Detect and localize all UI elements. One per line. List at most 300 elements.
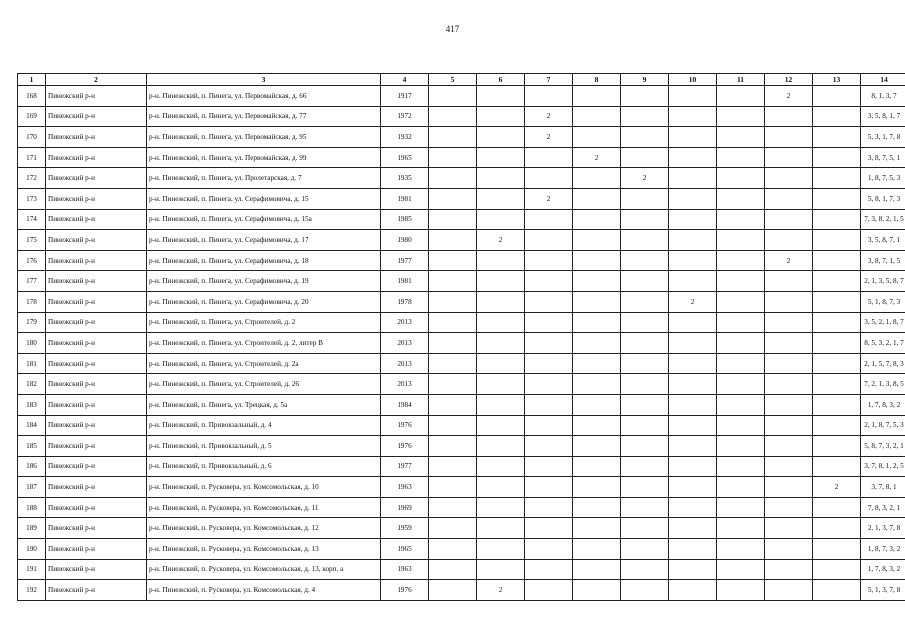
col-10-cell (669, 456, 717, 477)
col-8-cell (573, 312, 621, 333)
col-5-cell (429, 312, 477, 333)
col-10-cell (669, 271, 717, 292)
year-cell: 1976 (381, 580, 429, 601)
col-10-cell (669, 250, 717, 271)
table-row (18, 250, 905, 271)
table-row (18, 436, 905, 457)
table-row (18, 497, 905, 518)
district-cell: Пинежский р-н (46, 456, 147, 477)
col-5-cell (429, 374, 477, 395)
col-13-cell (813, 580, 861, 601)
year-cell: 1985 (381, 209, 429, 230)
col-11-cell (717, 436, 765, 457)
col-5-cell (429, 127, 477, 148)
table-row (18, 312, 905, 333)
col-8-cell (573, 497, 621, 518)
table-row (18, 353, 905, 374)
address-cell: р-н. Пинежский, п. Привокзальный, д. 4 (147, 415, 381, 436)
col-9-cell (621, 209, 669, 230)
col-13-cell (813, 539, 861, 560)
col-9-cell (621, 250, 669, 271)
work-codes-cell: 3, 5, 8, 1, 7 (861, 106, 905, 127)
column-header-10: 10 (669, 74, 717, 86)
district-cell: Пинежский р-н (46, 580, 147, 601)
work-codes-cell: 1, 8, 7, 3, 2 (861, 539, 905, 560)
table-row (18, 580, 905, 601)
year-cell: 1969 (381, 497, 429, 518)
work-codes-cell: 3, 7, 8, 1 (861, 477, 905, 498)
table-row (18, 559, 905, 580)
col-10-cell (669, 559, 717, 580)
col-9-cell (621, 271, 669, 292)
col-5-cell (429, 394, 477, 415)
col-9-cell (621, 333, 669, 354)
col-6-cell (477, 436, 525, 457)
col-5-cell (429, 518, 477, 539)
col-10-cell (669, 580, 717, 601)
col-12-cell (765, 497, 813, 518)
col-9-cell (621, 188, 669, 209)
col-6-cell (477, 477, 525, 498)
year-cell: 1981 (381, 188, 429, 209)
col-11-cell (717, 291, 765, 312)
col-8-cell (573, 188, 621, 209)
col-10-cell (669, 415, 717, 436)
col-11-cell (717, 394, 765, 415)
work-codes-cell: 3, 8, 7, 5, 1 (861, 147, 905, 168)
col-5-cell (429, 188, 477, 209)
col-11-cell (717, 456, 765, 477)
work-codes-cell: 5, 3, 1, 7, 8 (861, 127, 905, 148)
col-6-cell: 2 (477, 230, 525, 251)
col-5-cell (429, 271, 477, 292)
col-13-cell (813, 497, 861, 518)
col-11-cell (717, 271, 765, 292)
col-8-cell (573, 374, 621, 395)
col-7-cell (525, 415, 573, 436)
col-13-cell (813, 209, 861, 230)
col-7-cell (525, 580, 573, 601)
district-cell: Пинежский р-н (46, 271, 147, 292)
col-13-cell (813, 518, 861, 539)
col-12-cell (765, 147, 813, 168)
row-number-cell: 188 (18, 497, 46, 518)
column-header-14: 14 (861, 74, 905, 86)
col-13-cell (813, 374, 861, 395)
district-cell: Пинежский р-н (46, 127, 147, 148)
row-number-cell: 170 (18, 127, 46, 148)
address-cell: р-н. Пинежский, п. Русковера, ул. Комсомольская, д. 10 (147, 477, 381, 498)
year-cell: 1977 (381, 456, 429, 477)
row-number-cell: 177 (18, 271, 46, 292)
col-13-cell (813, 291, 861, 312)
row-number-cell: 185 (18, 436, 46, 457)
col-5-cell (429, 580, 477, 601)
col-12-cell (765, 271, 813, 292)
col-8-cell (573, 456, 621, 477)
col-6-cell (477, 559, 525, 580)
col-7-cell (525, 230, 573, 251)
col-8-cell (573, 580, 621, 601)
col-5-cell (429, 230, 477, 251)
row-number-cell: 168 (18, 86, 46, 107)
address-cell: р-н. Пинежский, п. Пинега, ул. Пролетарская, д. 7 (147, 168, 381, 189)
year-cell: 1935 (381, 168, 429, 189)
col-11-cell (717, 230, 765, 251)
work-codes-cell: 1, 8, 7, 5, 3 (861, 168, 905, 189)
address-cell: р-н. Пинежский, п. Пинега, ул. Первомайская, д. 77 (147, 106, 381, 127)
work-codes-cell: 5, 8, 1, 7, 3 (861, 188, 905, 209)
col-10-cell: 2 (669, 291, 717, 312)
column-header-12: 12 (765, 74, 813, 86)
col-7-cell (525, 559, 573, 580)
col-5-cell (429, 168, 477, 189)
col-10-cell (669, 477, 717, 498)
col-13-cell: 2 (813, 477, 861, 498)
work-codes-cell: 3, 5, 8, 7, 1 (861, 230, 905, 251)
col-8-cell (573, 106, 621, 127)
district-cell: Пинежский р-н (46, 147, 147, 168)
col-5-cell (429, 477, 477, 498)
year-cell: 1965 (381, 147, 429, 168)
table-row (18, 168, 905, 189)
col-12-cell (765, 436, 813, 457)
work-codes-cell: 7, 3, 8, 2, 1, 5 (861, 209, 905, 230)
col-7-cell (525, 209, 573, 230)
col-11-cell (717, 353, 765, 374)
column-header-13: 13 (813, 74, 861, 86)
housing-register-table (17, 73, 905, 601)
work-codes-cell: 7, 8, 3, 2, 1 (861, 497, 905, 518)
year-cell: 1917 (381, 86, 429, 107)
col-6-cell (477, 353, 525, 374)
col-9-cell (621, 106, 669, 127)
col-6-cell (477, 394, 525, 415)
table-row (18, 147, 905, 168)
col-5-cell (429, 86, 477, 107)
district-cell: Пинежский р-н (46, 168, 147, 189)
column-header-2: 2 (46, 74, 147, 86)
col-10-cell (669, 497, 717, 518)
col-12-cell (765, 456, 813, 477)
col-5-cell (429, 415, 477, 436)
col-11-cell (717, 127, 765, 148)
col-7-cell (525, 436, 573, 457)
district-cell: Пинежский р-н (46, 394, 147, 415)
work-codes-cell: 1, 7, 8, 3, 2 (861, 394, 905, 415)
col-13-cell (813, 559, 861, 580)
col-9-cell (621, 559, 669, 580)
col-11-cell (717, 312, 765, 333)
col-6-cell (477, 518, 525, 539)
col-11-cell (717, 333, 765, 354)
col-8-cell (573, 127, 621, 148)
col-6-cell (477, 333, 525, 354)
year-cell: 1959 (381, 518, 429, 539)
col-8-cell: 2 (573, 147, 621, 168)
col-10-cell (669, 188, 717, 209)
year-cell: 2013 (381, 312, 429, 333)
col-13-cell (813, 353, 861, 374)
work-codes-cell: 3, 7, 8, 1, 2, 5 (861, 456, 905, 477)
col-12-cell (765, 559, 813, 580)
column-header-4: 4 (381, 74, 429, 86)
col-10-cell (669, 209, 717, 230)
table-row (18, 86, 905, 107)
col-12-cell (765, 353, 813, 374)
col-12-cell: 2 (765, 250, 813, 271)
col-7-cell (525, 518, 573, 539)
district-cell: Пинежский р-н (46, 374, 147, 395)
district-cell: Пинежский р-н (46, 497, 147, 518)
year-cell: 1977 (381, 250, 429, 271)
col-11-cell (717, 539, 765, 560)
col-11-cell (717, 374, 765, 395)
col-10-cell (669, 312, 717, 333)
district-cell: Пинежский р-н (46, 188, 147, 209)
col-12-cell (765, 127, 813, 148)
year-cell: 2013 (381, 333, 429, 354)
col-6-cell (477, 86, 525, 107)
col-13-cell (813, 127, 861, 148)
row-number-cell: 191 (18, 559, 46, 580)
col-9-cell (621, 477, 669, 498)
district-cell: Пинежский р-н (46, 415, 147, 436)
col-7-cell (525, 312, 573, 333)
col-8-cell (573, 477, 621, 498)
column-header-7: 7 (525, 74, 573, 86)
col-11-cell (717, 477, 765, 498)
address-cell: р-н. Пинежский, п. Русковера, ул. Комсомольская, д. 13 (147, 539, 381, 560)
address-cell: р-н. Пинежский, п. Пинега, ул. Первомайская, д. 66 (147, 86, 381, 107)
col-11-cell (717, 559, 765, 580)
row-number-cell: 179 (18, 312, 46, 333)
col-7-cell (525, 539, 573, 560)
address-cell: р-н. Пинежский, п. Пинега, ул. Трецкая, д. 5а (147, 394, 381, 415)
col-8-cell (573, 559, 621, 580)
col-6-cell (477, 415, 525, 436)
year-cell: 1963 (381, 559, 429, 580)
work-codes-cell: 3, 8, 7, 1, 5 (861, 250, 905, 271)
page-number: 417 (445, 24, 460, 34)
table-row (18, 209, 905, 230)
work-codes-cell: 5, 8, 7, 3, 2, 1 (861, 436, 905, 457)
col-8-cell (573, 333, 621, 354)
column-header-3: 3 (147, 74, 381, 86)
table-row (18, 230, 905, 251)
column-header-6: 6 (477, 74, 525, 86)
col-9-cell (621, 518, 669, 539)
col-10-cell (669, 106, 717, 127)
year-cell: 1965 (381, 539, 429, 560)
row-number-cell: 189 (18, 518, 46, 539)
address-cell: р-н. Пинежский, п. Пинега, ул. Строителей, д. 2а (147, 353, 381, 374)
col-9-cell (621, 86, 669, 107)
col-5-cell (429, 333, 477, 354)
col-7-cell (525, 147, 573, 168)
row-number-cell: 181 (18, 353, 46, 374)
district-cell: Пинежский р-н (46, 106, 147, 127)
row-number-cell: 169 (18, 106, 46, 127)
col-8-cell (573, 168, 621, 189)
col-12-cell (765, 209, 813, 230)
district-cell: Пинежский р-н (46, 518, 147, 539)
year-cell: 1963 (381, 477, 429, 498)
table-row (18, 127, 905, 148)
col-9-cell (621, 436, 669, 457)
column-header-8: 8 (573, 74, 621, 86)
col-10-cell (669, 147, 717, 168)
row-number-cell: 186 (18, 456, 46, 477)
district-cell: Пинежский р-н (46, 559, 147, 580)
work-codes-cell: 5, 1, 3, 7, 8 (861, 580, 905, 601)
header-row (18, 74, 905, 86)
district-cell: Пинежский р-н (46, 436, 147, 457)
col-6-cell (477, 497, 525, 518)
col-12-cell (765, 374, 813, 395)
col-6-cell (477, 539, 525, 560)
col-8-cell (573, 291, 621, 312)
year-cell: 1984 (381, 394, 429, 415)
district-cell: Пинежский р-н (46, 209, 147, 230)
col-13-cell (813, 415, 861, 436)
table-body (18, 86, 905, 601)
year-cell: 1978 (381, 291, 429, 312)
district-cell: Пинежский р-н (46, 353, 147, 374)
col-11-cell (717, 147, 765, 168)
district-cell: Пинежский р-н (46, 333, 147, 354)
col-5-cell (429, 291, 477, 312)
row-number-cell: 171 (18, 147, 46, 168)
col-7-cell: 2 (525, 106, 573, 127)
year-cell: 1980 (381, 230, 429, 251)
col-6-cell (477, 456, 525, 477)
col-7-cell (525, 271, 573, 292)
col-10-cell (669, 353, 717, 374)
col-13-cell (813, 394, 861, 415)
district-cell: Пинежский р-н (46, 477, 147, 498)
col-12-cell (765, 312, 813, 333)
col-8-cell (573, 271, 621, 292)
work-codes-cell: 2, 1, 5, 7, 8, 3 (861, 353, 905, 374)
col-9-cell (621, 497, 669, 518)
col-7-cell (525, 374, 573, 395)
address-cell: р-н. Пинежский, п. Пинега, ул. Серафимовича, д. 17 (147, 230, 381, 251)
col-9-cell (621, 580, 669, 601)
col-11-cell (717, 250, 765, 271)
district-cell: Пинежский р-н (46, 86, 147, 107)
col-6-cell: 2 (477, 580, 525, 601)
address-cell: р-н. Пинежский, п. Пинега, ул. Первомайская, д. 95 (147, 127, 381, 148)
col-5-cell (429, 106, 477, 127)
address-cell: р-н. Пинежский, п. Привокзальный, д. 5 (147, 436, 381, 457)
address-cell: р-н. Пинежский, п. Пинега, ул. Строителей, д. 2, литер В (147, 333, 381, 354)
work-codes-cell: 1, 7, 8, 3, 2 (861, 559, 905, 580)
col-9-cell (621, 353, 669, 374)
row-number-cell: 174 (18, 209, 46, 230)
address-cell: р-н. Пинежский, п. Пинега, ул. Серафимовича, д. 15 (147, 188, 381, 209)
col-10-cell (669, 168, 717, 189)
table-row (18, 415, 905, 436)
col-13-cell (813, 312, 861, 333)
col-12-cell (765, 168, 813, 189)
col-10-cell (669, 86, 717, 107)
col-7-cell (525, 456, 573, 477)
address-cell: р-н. Пинежский, п. Пинега, ул. Серафимовича, д. 18 (147, 250, 381, 271)
table-row (18, 374, 905, 395)
col-8-cell (573, 250, 621, 271)
col-13-cell (813, 147, 861, 168)
col-8-cell (573, 86, 621, 107)
col-10-cell (669, 539, 717, 560)
col-5-cell (429, 436, 477, 457)
col-11-cell (717, 168, 765, 189)
table-row (18, 394, 905, 415)
district-cell: Пинежский р-н (46, 291, 147, 312)
col-7-cell (525, 333, 573, 354)
address-cell: р-н. Пинежский, п. Пинега, ул. Серафимовича, д. 15а (147, 209, 381, 230)
col-13-cell (813, 250, 861, 271)
col-9-cell (621, 291, 669, 312)
col-8-cell (573, 518, 621, 539)
col-8-cell (573, 415, 621, 436)
col-8-cell (573, 209, 621, 230)
col-6-cell (477, 106, 525, 127)
table-row (18, 291, 905, 312)
row-number-cell: 192 (18, 580, 46, 601)
row-number-cell: 172 (18, 168, 46, 189)
col-12-cell (765, 333, 813, 354)
row-number-cell: 182 (18, 374, 46, 395)
year-cell: 1976 (381, 415, 429, 436)
year-cell: 2013 (381, 353, 429, 374)
col-6-cell (477, 374, 525, 395)
col-10-cell (669, 374, 717, 395)
work-codes-cell: 2, 1, 3, 5, 8, 7 (861, 271, 905, 292)
col-6-cell (477, 271, 525, 292)
address-cell: р-н. Пинежский, п. Русковера, ул. Комсомольская, д. 11 (147, 497, 381, 518)
col-5-cell (429, 209, 477, 230)
row-number-cell: 173 (18, 188, 46, 209)
col-6-cell (477, 127, 525, 148)
col-9-cell (621, 127, 669, 148)
row-number-cell: 175 (18, 230, 46, 251)
work-codes-cell: 3, 5, 2, 1, 8, 7 (861, 312, 905, 333)
table-row (18, 106, 905, 127)
col-7-cell (525, 86, 573, 107)
col-6-cell (477, 209, 525, 230)
address-cell: р-н. Пинежский, п. Пинега, ул. Серафимовича, д. 20 (147, 291, 381, 312)
address-cell: р-н. Пинежский, п. Пинега, ул. Первомайская, д. 99 (147, 147, 381, 168)
table-row (18, 477, 905, 498)
address-cell: р-н. Пинежский, п. Русковера, ул. Комсомольская, д. 12 (147, 518, 381, 539)
table-row (18, 456, 905, 477)
year-cell: 1976 (381, 436, 429, 457)
col-9-cell (621, 147, 669, 168)
col-9-cell (621, 394, 669, 415)
col-12-cell (765, 477, 813, 498)
table-row (18, 271, 905, 292)
column-header-1: 1 (18, 74, 46, 86)
col-9-cell (621, 312, 669, 333)
col-11-cell (717, 415, 765, 436)
work-codes-cell: 8, 1, 3, 7 (861, 86, 905, 107)
row-number-cell: 190 (18, 539, 46, 560)
col-7-cell (525, 477, 573, 498)
col-13-cell (813, 271, 861, 292)
col-9-cell (621, 539, 669, 560)
col-7-cell (525, 291, 573, 312)
